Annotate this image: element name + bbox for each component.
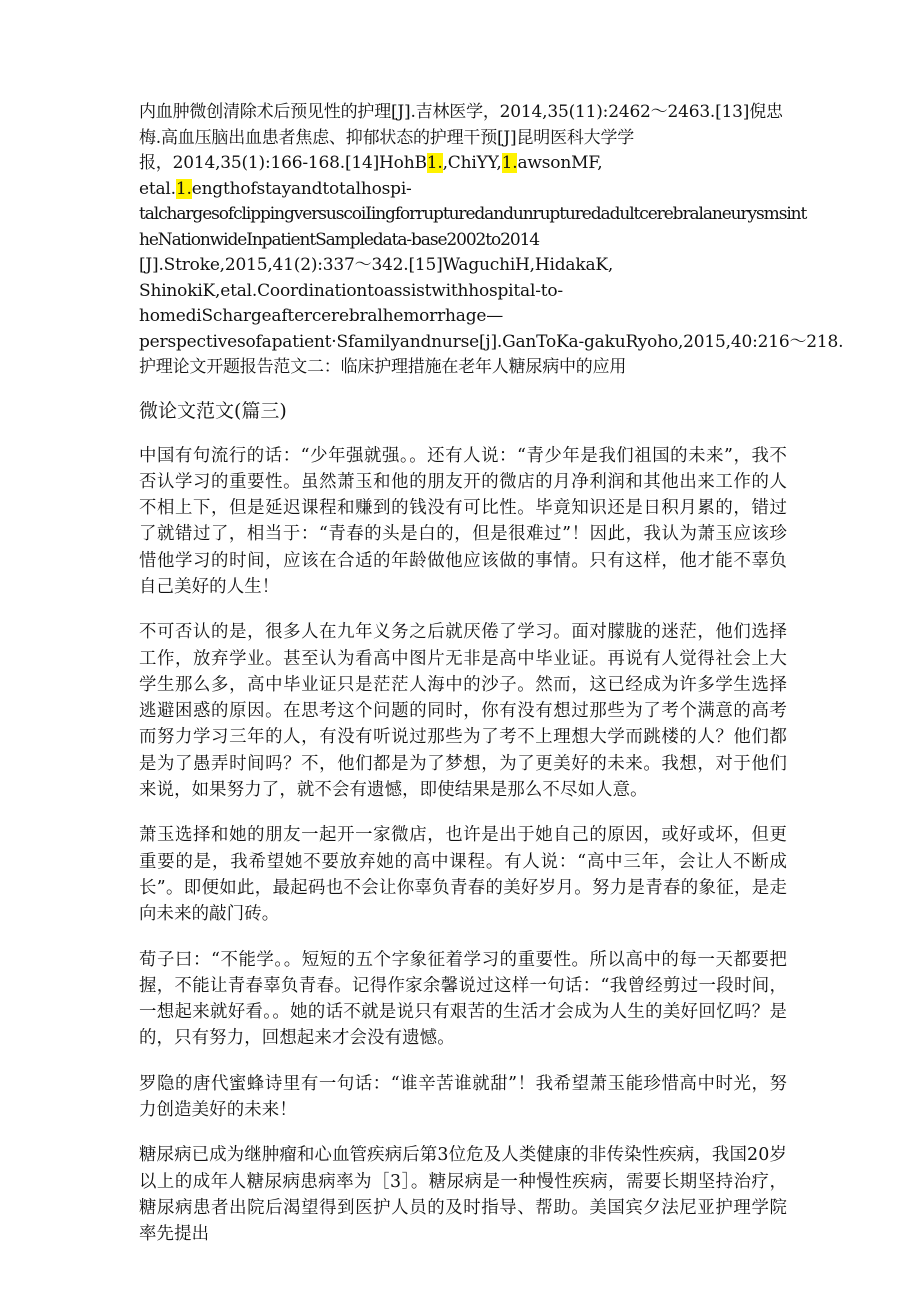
reference-text: 报，2014,35(1):166-168.[14]HohB xyxy=(139,153,427,173)
section-title: 微论文范文(篇三) xyxy=(139,399,287,422)
paragraph: 中国有句流行的话：“少年强就强。。还有人说：“青少年是我们祖国的未来”，我不否认学习的重要性。虽然萧玉和他的朋友开的微店的月净利润和其他出来工作的人不相上下，但是延迟课程和赚到的钱没有可比性。毕竟知识还是日积月累的，错过了就错过了，相当于：“青春的头是白的，但是很难过”！因此，我认为萧玉应该珍惜他学习的时间，应该在合适的年龄做他应该做的事情。只有这样，他才能不辜负自己美好的人生！ xyxy=(139,445,787,597)
reference-text: etal. xyxy=(139,178,176,199)
highlight-mark: 1. xyxy=(426,153,443,173)
reference-line: ShinokiK,etal.Coordinationtoassistwithhospital-to- xyxy=(139,280,563,301)
paragraph: 不可否认的是，很多人在九年义务之后就厌倦了学习。面对朦胧的迷茫，他们选择工作，放弃学业。甚至认为看高中图片无非是高中毕业证。再说有人觉得社会上大学生那么多，高中毕业证只是茫茫人海中的沙子。然而，这已经成为许多学生选择逃避困惑的原因。在思考这个问题的同时，你有没有想过那些为了考个满意的高考而努力学习三年的人，有没有听说过那些为了考不上理想大学而跳楼的人？他们都是为了愚弄时间吗？不，他们都是为了梦想，为了更美好的未来。我想，对于他们来说，如果努力了，就不会有遗憾，即使结果是那么不尽如人意。 xyxy=(139,622,787,801)
reference-line: 梅.高血压脑出血患者焦虑、抑郁状态的护理干预[J]昆明医科大学学 xyxy=(139,127,635,148)
reference-text: engthofstayandtotalhospi- xyxy=(191,178,412,199)
reference-block xyxy=(139,100,844,381)
reference-text: awsonMF, xyxy=(517,153,603,173)
reference-line xyxy=(139,177,787,203)
reference-line: homediSchargeaftercerebralhemorrhage— xyxy=(139,306,504,326)
reference-line: heNationwideInpatientSampledata-base2002to2014 xyxy=(139,229,540,250)
reference-line: [J].Stroke,2015,41(2):337～342.[15]WaguchiH,HidakaK, xyxy=(139,255,614,275)
reference-line: perspectivesofapatient·Sfamilyandnurse[j].GanToKa-gakuRyoho,2015,40:216～218. xyxy=(139,331,844,352)
highlight-mark: 1. xyxy=(501,153,518,173)
document-page xyxy=(139,100,844,1267)
paragraph: 荀子曰：“不能学。。短短的五个字象征着学习的重要性。所以高中的每一天都要把握，不能让青春辜负青春。记得作家余馨说过这样一句话：“我曾经剪过一段时间，一想起来就好看。。她的话不就是说只有艰苦的生活才会成为人生的美好回忆吗？是的，只有努力，回想起来才会没有遗憾。 xyxy=(139,949,787,1049)
paragraph: 萧玉选择和她的朋友一起开一家微店，也许是出于她自己的原因，或好或坏，但更重要的是，我希望她不要放弃她的高中课程。有人说：“高中三年，会让人不断成长”。即便如此，最起码也不会让你辜负青春的美好岁月。努力是青春的象征，是走向未来的敲门砖。 xyxy=(139,825,787,925)
reference-text: ,ChiYY, xyxy=(442,153,502,173)
reference-line: talchargesofclippingversuscoiIingforrupturedandunrupturedadultcerebralaneurysmsint xyxy=(139,204,807,224)
paragraph: 罗隐的唐代蜜蜂诗里有一句话：“谁辛苦谁就甜”！我希望萧玉能珍惜高中时光，努力创造美好的未来！ xyxy=(139,1073,787,1121)
reference-line xyxy=(139,151,787,177)
paragraph: 糖尿病已成为继肿瘤和心血管疾病后第3位危及人类健康的非传染性疾病，我国20岁以上的成年人糖尿病患病率为［3］。糖尿病是一种慢性疾病，需要长期坚持治疗，糖尿病患者出院后渴望得到医护人员的及时指导、帮助。美国宾夕法尼亚护理学院率先提出 xyxy=(139,1145,787,1245)
reference-line: 护理论文开题报告范文二：临床护理措施在老年人糖尿病中的应用 xyxy=(139,357,627,377)
reference-line: 内血肿微创清除术后预见性的护理[J].吉林医学，2014,35(11):2462～2463.[13]倪忠 xyxy=(139,102,783,122)
highlight-mark: 1. xyxy=(175,178,192,199)
